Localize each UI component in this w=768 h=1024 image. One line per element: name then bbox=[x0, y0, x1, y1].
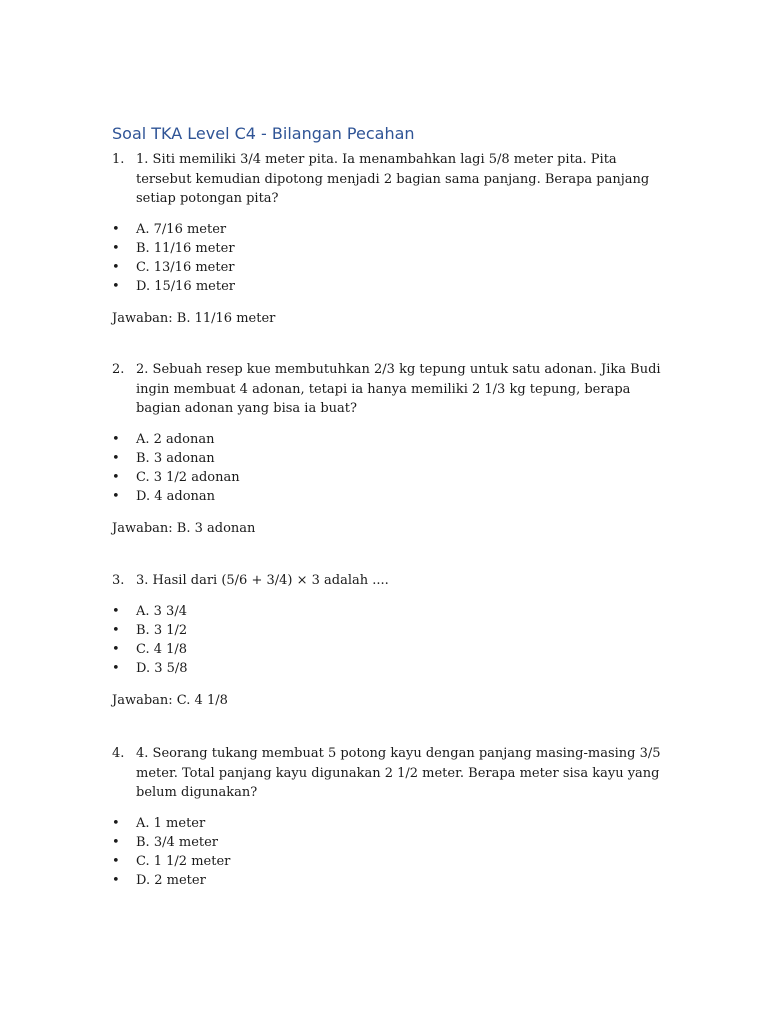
bullet-icon: • bbox=[112, 603, 120, 619]
bullet-icon: • bbox=[112, 815, 120, 831]
option-item bbox=[112, 487, 672, 506]
option-label: C. 4 1/8 bbox=[136, 641, 188, 657]
option-item bbox=[112, 833, 672, 852]
question-1 bbox=[112, 150, 672, 329]
option-label: C. 3 1/2 adonan bbox=[136, 469, 240, 485]
question-number: 2. bbox=[112, 362, 125, 377]
answer-text: Jawaban: B. 3 adonan bbox=[112, 521, 256, 537]
bullet-icon: • bbox=[112, 853, 120, 869]
bullet-icon: • bbox=[112, 661, 120, 677]
question-3 bbox=[112, 571, 672, 711]
bullet-icon: • bbox=[112, 450, 120, 466]
option-label: A. 1 meter bbox=[136, 815, 206, 831]
option-item bbox=[112, 659, 672, 678]
option-item bbox=[112, 852, 672, 871]
bullet-icon: • bbox=[112, 873, 120, 889]
option-item bbox=[112, 871, 672, 890]
bullet-icon: • bbox=[112, 279, 120, 295]
question-text: 1. Siti memiliki 3/4 meter pita. Ia menambahkan lagi 5/8 meter pita. Pita tersebut kemudian dipotong menjadi 2 bagian sama panjang. Berapa panjang setiap potongan pita? bbox=[136, 152, 650, 206]
bullet-icon: • bbox=[112, 259, 120, 275]
option-item bbox=[112, 814, 672, 833]
question-text: 3. Hasil dari (5/6 + 3/4) × 3 adalah .... bbox=[136, 573, 389, 588]
bullet-icon: • bbox=[112, 240, 120, 256]
option-item bbox=[112, 602, 672, 621]
option-label: B. 3 1/2 bbox=[136, 622, 188, 638]
question-number: 3. bbox=[112, 573, 125, 588]
option-item bbox=[112, 468, 672, 487]
option-label: B. 3 adonan bbox=[136, 450, 215, 466]
bullet-icon: • bbox=[112, 431, 120, 447]
answer-text: Jawaban: B. 11/16 meter bbox=[112, 311, 276, 327]
option-label: B. 11/16 meter bbox=[136, 240, 235, 256]
option-item bbox=[112, 239, 672, 258]
bullet-icon: • bbox=[112, 489, 120, 505]
option-item bbox=[112, 449, 672, 468]
option-list bbox=[112, 220, 672, 297]
bullet-icon: • bbox=[112, 641, 120, 657]
option-label: A. 3 3/4 bbox=[136, 603, 187, 619]
question-text: 4. Seorang tukang membuat 5 potong kayu dengan panjang masing-masing 3/5 meter. Total panjang kayu digunakan 2 1/2 meter. Berapa meter sisa kayu yang belum digunakan? bbox=[136, 746, 661, 800]
question-stem bbox=[112, 150, 672, 209]
question-2 bbox=[112, 360, 672, 539]
option-item bbox=[112, 640, 672, 659]
question-text: 2. Sebuah resep kue membutuhkan 2/3 kg tepung untuk satu adonan. Jika Budi ingin membuat 4 adonan, tetapi ia hanya memiliki 2 1/3 kg tepung, berapa bagian adonan yang bisa ia buat? bbox=[136, 362, 661, 416]
option-label: B. 3/4 meter bbox=[136, 834, 219, 850]
bullet-icon: • bbox=[112, 622, 120, 638]
option-list bbox=[112, 814, 672, 891]
option-item bbox=[112, 621, 672, 640]
option-label: A. 2 adonan bbox=[136, 431, 215, 447]
option-label: A. 7/16 meter bbox=[136, 221, 227, 237]
bullet-icon: • bbox=[112, 834, 120, 850]
answer-text: Jawaban: C. 4 1/8 bbox=[112, 693, 228, 709]
option-label: C. 13/16 meter bbox=[136, 259, 235, 275]
option-label: C. 1 1/2 meter bbox=[136, 853, 231, 869]
question-number: 4. bbox=[112, 746, 125, 761]
question-stem bbox=[112, 744, 672, 803]
option-label: D. 15/16 meter bbox=[136, 279, 235, 295]
bullet-icon: • bbox=[112, 221, 120, 237]
option-item bbox=[112, 220, 672, 239]
option-item bbox=[112, 277, 672, 296]
option-label: D. 4 adonan bbox=[136, 489, 216, 505]
option-label: D. 2 meter bbox=[136, 873, 206, 889]
option-list bbox=[112, 430, 672, 507]
option-list bbox=[112, 602, 672, 679]
option-item bbox=[112, 430, 672, 449]
option-label: D. 3 5/8 bbox=[136, 661, 188, 677]
question-stem bbox=[112, 571, 672, 591]
bullet-icon: • bbox=[112, 469, 120, 485]
question-stem bbox=[112, 360, 672, 419]
page-title: Soal TKA Level C4 - Bilangan Pecahan bbox=[112, 124, 415, 143]
question-number: 1. bbox=[112, 152, 125, 167]
option-item bbox=[112, 258, 672, 277]
question-4 bbox=[112, 744, 672, 890]
